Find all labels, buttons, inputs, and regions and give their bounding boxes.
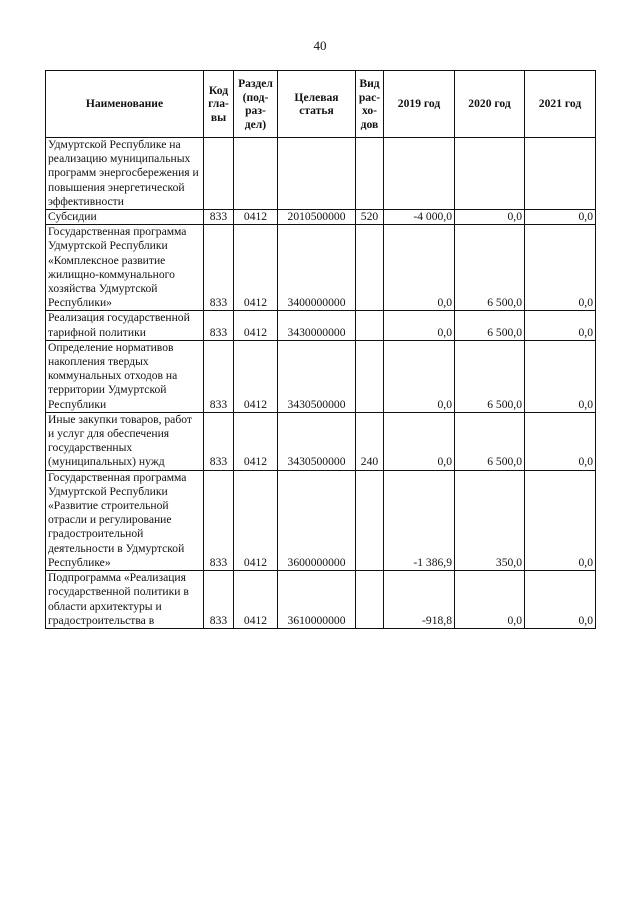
- header-razdel: Раздел (под-раз-дел): [234, 71, 278, 138]
- row-2021: 0,0: [525, 470, 596, 570]
- table-row: [46, 340, 596, 412]
- row-glava: 833: [204, 470, 234, 570]
- table-row: [46, 210, 596, 225]
- row-glava: 833: [204, 412, 234, 470]
- header-name: Наименование: [46, 71, 204, 138]
- header-2020: 2020 год: [455, 71, 525, 138]
- row-2019: 0,0: [384, 340, 455, 412]
- row-razdel: 0412: [234, 311, 278, 340]
- row-statya: 2010500000: [278, 210, 356, 225]
- table-row: [46, 470, 596, 570]
- row-2021: 0,0: [525, 210, 596, 225]
- row-glava: 833: [204, 210, 234, 225]
- header-vid: Вид рас-хо-дов: [356, 71, 384, 138]
- row-vid: [356, 340, 384, 412]
- row-2021: 0,0: [525, 225, 596, 311]
- row-statya: 3430000000: [278, 311, 356, 340]
- row-name: Подпрограмма «Реализация государственной политики в области архитектуры и градостроительства в: [46, 571, 204, 629]
- row-glava: 833: [204, 225, 234, 311]
- row-razdel: 0412: [234, 470, 278, 570]
- row-glava: [204, 138, 234, 210]
- row-2020: 0,0: [455, 571, 525, 629]
- row-name: Государственная программа Удмуртской Республики «Развитие строительной отрасли и регулирование градостроительной деятельности в Удмуртской Республике»: [46, 470, 204, 570]
- header-row: [46, 71, 596, 138]
- budget-table: [45, 70, 596, 629]
- row-2020: 350,0: [455, 470, 525, 570]
- row-2019: 0,0: [384, 412, 455, 470]
- row-2020: [455, 138, 525, 210]
- row-razdel: 0412: [234, 225, 278, 311]
- row-glava: 833: [204, 311, 234, 340]
- table-row: [46, 138, 596, 210]
- table-row: [46, 571, 596, 629]
- row-2020: 6 500,0: [455, 225, 525, 311]
- row-2019: -1 386,9: [384, 470, 455, 570]
- row-vid: [356, 225, 384, 311]
- row-2020: 6 500,0: [455, 311, 525, 340]
- header-2021: 2021 год: [525, 71, 596, 138]
- header-statya: Целевая статья: [278, 71, 356, 138]
- row-razdel: 0412: [234, 412, 278, 470]
- row-2021: 0,0: [525, 340, 596, 412]
- table-row: [46, 311, 596, 340]
- row-name: Иные закупки товаров, работ и услуг для обеспечения государственных (муниципальных) нужд: [46, 412, 204, 470]
- row-name: Реализация государственной тарифной политики: [46, 311, 204, 340]
- row-2021: 0,0: [525, 412, 596, 470]
- row-vid: 240: [356, 412, 384, 470]
- row-vid: 520: [356, 210, 384, 225]
- row-vid: [356, 138, 384, 210]
- row-statya: 3610000000: [278, 571, 356, 629]
- page-number: 40: [313, 38, 327, 53]
- row-statya: [278, 138, 356, 210]
- row-2019: 0,0: [384, 311, 455, 340]
- row-statya: 3430500000: [278, 340, 356, 412]
- row-glava: 833: [204, 340, 234, 412]
- row-2020: 0,0: [455, 210, 525, 225]
- row-2021: 0,0: [525, 571, 596, 629]
- header-2019: 2019 год: [384, 71, 455, 138]
- table-row: [46, 412, 596, 470]
- row-2021: [525, 138, 596, 210]
- row-razdel: [234, 138, 278, 210]
- row-2019: 0,0: [384, 225, 455, 311]
- row-2019: -918,8: [384, 571, 455, 629]
- row-razdel: 0412: [234, 340, 278, 412]
- row-vid: [356, 470, 384, 570]
- table-row: [46, 225, 596, 311]
- row-2020: 6 500,0: [455, 412, 525, 470]
- row-glava: 833: [204, 571, 234, 629]
- row-vid: [356, 571, 384, 629]
- row-2020: 6 500,0: [455, 340, 525, 412]
- row-statya: 3430500000: [278, 412, 356, 470]
- row-vid: [356, 311, 384, 340]
- row-razdel: 0412: [234, 210, 278, 225]
- row-2019: [384, 138, 455, 210]
- row-razdel: 0412: [234, 571, 278, 629]
- row-2021: 0,0: [525, 311, 596, 340]
- row-name: Субсидии: [46, 210, 204, 225]
- row-statya: 3600000000: [278, 470, 356, 570]
- row-statya: 3400000000: [278, 225, 356, 311]
- row-2019: -4 000,0: [384, 210, 455, 225]
- row-name: Государственная программа Удмуртской Республики «Комплексное развитие жилищно-коммунального хозяйства Удмуртской Республики»: [46, 225, 204, 311]
- row-name: Определение нормативов накопления твердых коммунальных отходов на территории Удмуртской Республики: [46, 340, 204, 412]
- row-name: Удмуртской Республике на реализацию муниципальных программ энергосбережения и повышения энергетической эффективности: [46, 138, 204, 210]
- header-glava: Код гла-вы: [204, 71, 234, 138]
